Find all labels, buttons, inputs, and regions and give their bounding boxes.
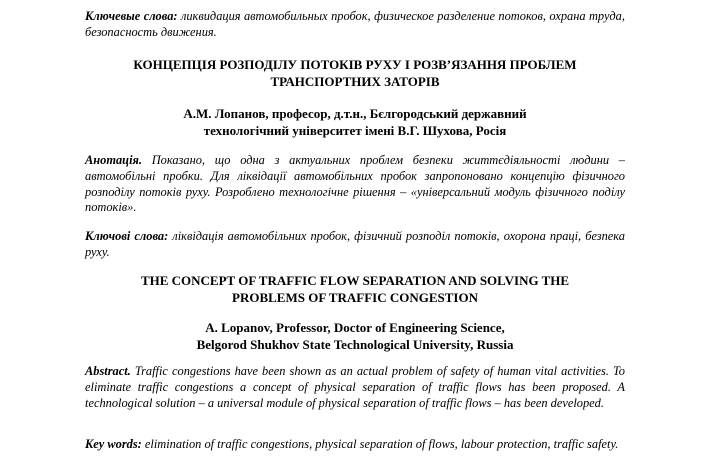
- en-author: [60, 319, 650, 353]
- en-author-line-2: Belgorod Shukhov State Technological University, Russia: [196, 337, 514, 352]
- ru-keywords-text: ликвидация автомобильных пробок, физическое разделение потоков, охрана труда, безопасность движения.: [85, 9, 625, 39]
- ua-keywords: [85, 229, 625, 261]
- ua-abstract: [85, 153, 625, 216]
- ua-author: [60, 105, 650, 139]
- ua-abstract-text: Показано, що одна з актуальних проблем безпеки життєдіяльності людини – автомобільні пробки. Для ліквідації автомобільних пробок запропоновано концепцію фізичного розподілу потоків руху. Розроблено технологічне рішення – «універсальний модуль фізичного поділу потоків».: [85, 153, 625, 215]
- en-abstract-text: Traffic congestions have been shown as an actual problem of safety of human vital activities. To eliminate traffic congestions a concept of physical separation of traffic flows has been proposed. A technological solution – a universal module of physical separation of traffic flows – has been developed.: [85, 364, 625, 410]
- ua-abstract-label: Анотація.: [85, 153, 142, 167]
- en-keywords-label: Key words:: [85, 437, 142, 451]
- ua-title-line-2: ТРАНСПОРТНИХ ЗАТОРІВ: [270, 74, 440, 89]
- ua-title: [60, 56, 650, 90]
- en-author-line-1: A. Lopanov, Professor, Doctor of Engineering Science,: [205, 320, 505, 335]
- ua-title-line-1: КОНЦЕПЦІЯ РОЗПОДІЛУ ПОТОКІВ РУХУ І РОЗВ’ЯЗАННЯ ПРОБЛЕМ: [133, 57, 577, 72]
- ua-keywords-label: Ключові слова:: [85, 229, 169, 243]
- en-keywords-text: elimination of traffic congestions, physical separation of flows, labour protection, traffic safety.: [144, 437, 619, 451]
- ua-keywords-text: ліквідація автомобільних пробок, фізичний розподіл потоків, охорона праці, безпека руху.: [85, 229, 625, 259]
- en-title: [60, 272, 650, 306]
- en-title-line-2: PROBLEMS OF TRAFFIC CONGESTION: [232, 290, 478, 305]
- ua-author-line-1: А.М. Лопанов, професор, д.т.н., Бєлгородський державний: [183, 106, 527, 121]
- en-abstract-label: Abstract.: [85, 364, 131, 378]
- ru-keywords-label: Ключевые слова:: [85, 9, 178, 23]
- ru-keywords: [85, 9, 625, 41]
- ua-author-line-2: технологічний університет імені В.Г. Шухова, Росія: [203, 123, 507, 138]
- en-keywords: [85, 437, 625, 453]
- en-title-line-1: THE CONCEPT OF TRAFFIC FLOW SEPARATION AND SOLVING THE: [140, 273, 570, 288]
- en-abstract: [85, 364, 625, 411]
